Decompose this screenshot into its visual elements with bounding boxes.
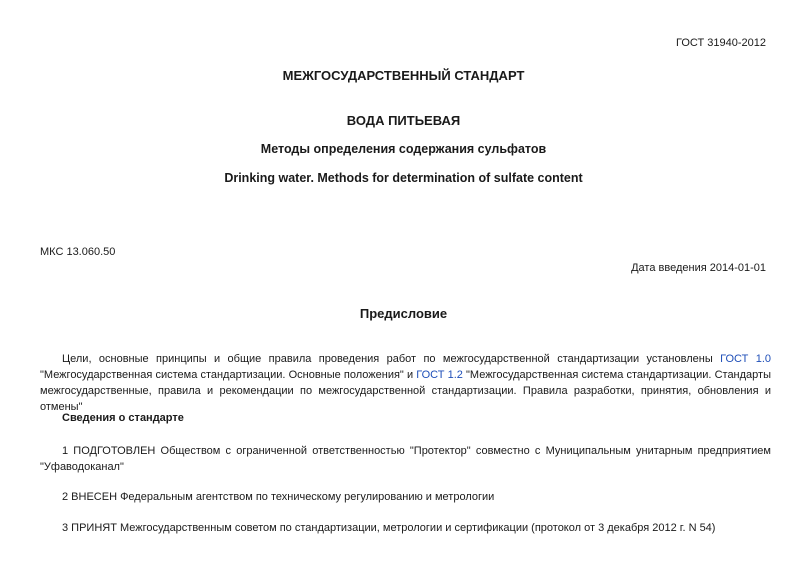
info-item-1 — [40, 443, 771, 475]
introduction-date: Дата введения 2014-01-01 — [631, 262, 766, 274]
gost-1-0-link[interactable]: ГОСТ 1.0 — [720, 353, 771, 365]
document-number: ГОСТ 31940-2012 — [676, 37, 766, 49]
gost-1-2-link[interactable]: ГОСТ 1.2 — [416, 369, 463, 381]
info-item-3 — [40, 520, 771, 536]
document-subtitle-ru: Методы определения содержания сульфатов — [260, 142, 547, 156]
mks-code: МКС 13.060.50 — [40, 246, 116, 258]
preface-text-part-2: "Межгосударственная система стандартизации. Основные положения" и — [40, 369, 417, 381]
info-item-2 — [40, 489, 771, 505]
document-title: ВОДА ПИТЬЕВАЯ — [346, 113, 461, 128]
preface-paragraph — [40, 351, 771, 415]
preface-text-part-3: "Межгосударственная система стандартизации. Стандарты межгосударственные, правила и рекомендации по межгосударственной стандартизации. Правила разработки, принятия, обновления и отмены" — [40, 369, 771, 413]
preface-heading: Предисловие — [359, 306, 448, 321]
info-item-1-text: 1 ПОДГОТОВЛЕН Обществом с ограниченной ответственностью "Протектор" совместно с Муниципальным унитарным предприятием "Уфаводоканал" — [40, 445, 771, 473]
document-subtitle-en: Drinking water. Methods for determination of sulfate content — [224, 171, 583, 185]
info-item-3-text: 3 ПРИНЯТ Межгосударственным советом по стандартизации, метрологии и сертификации (протокол от 3 декабря 2012 г. N 54) — [62, 522, 716, 534]
standard-info-heading: Сведения о стандарте — [62, 412, 184, 424]
info-item-2-text: 2 ВНЕСЕН Федеральным агентством по техническому регулированию и метрологии — [62, 491, 495, 503]
preface-text-part-1: Цели, основные принципы и общие правила проведения работ по межгосударственной стандартизации установлены — [62, 353, 721, 365]
standard-type-heading: МЕЖГОСУДАРСТВЕННЫЙ СТАНДАРТ — [282, 68, 525, 83]
